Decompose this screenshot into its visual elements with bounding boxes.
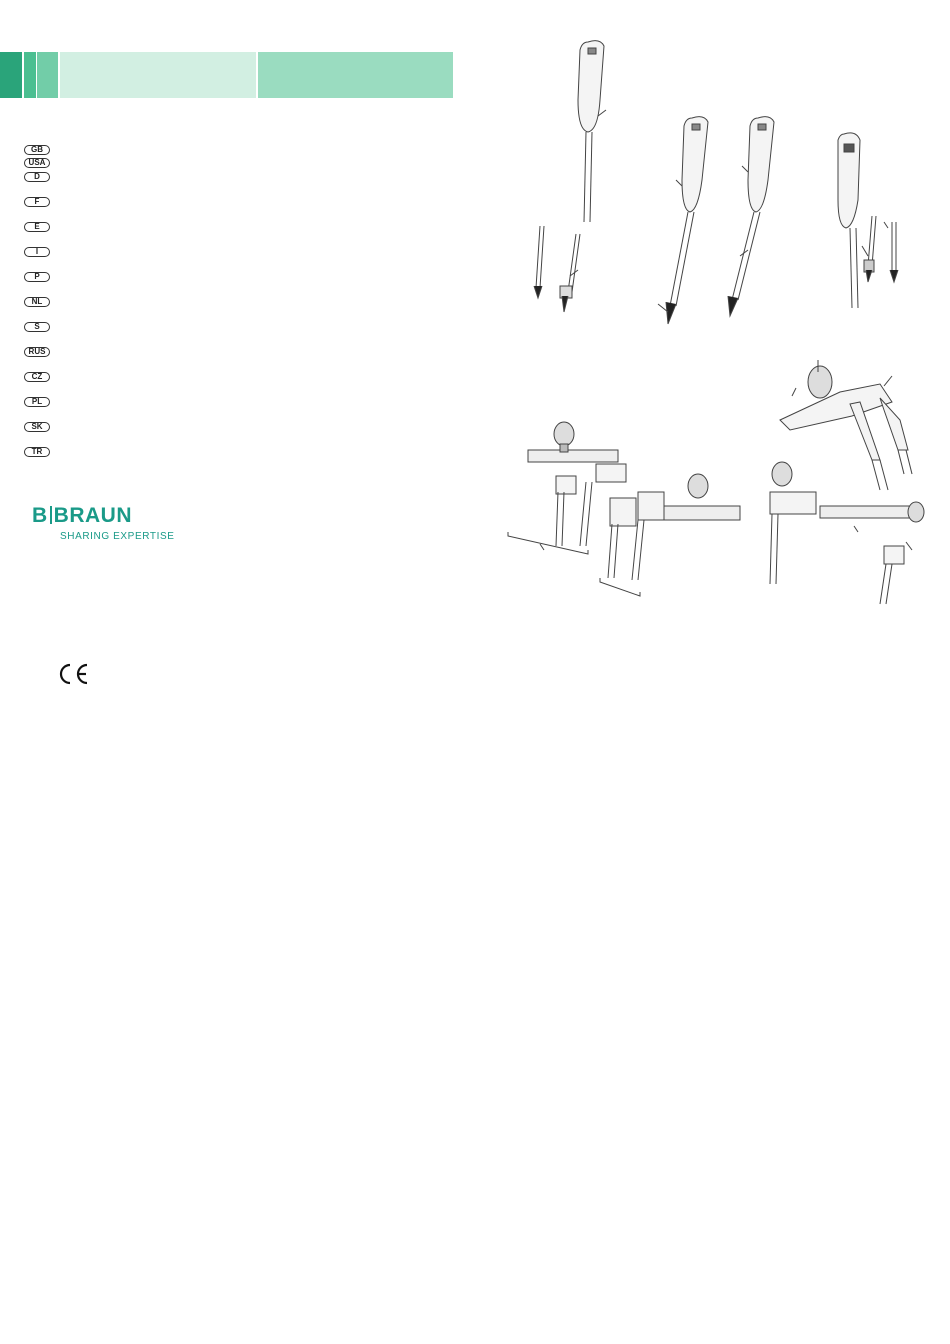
language-badge-p: P bbox=[24, 272, 50, 282]
spreader-assembly-3-drawing bbox=[780, 360, 912, 490]
header-block-pale-green bbox=[60, 52, 256, 98]
screwdriver-4-drawing bbox=[838, 133, 898, 308]
header-block-mid-green bbox=[37, 52, 58, 98]
language-badge-nl: NL bbox=[24, 297, 50, 307]
header-block-light-green bbox=[258, 52, 453, 98]
language-badge-i: I bbox=[24, 247, 50, 257]
language-badge-sk: SK bbox=[24, 422, 50, 432]
language-badge-e: E bbox=[24, 222, 50, 232]
logo-tagline: SHARING EXPERTISE bbox=[60, 531, 175, 542]
spreader-assembly-1-drawing bbox=[508, 422, 626, 554]
language-badge-pl: PL bbox=[24, 397, 50, 407]
language-badge-tr: TR bbox=[24, 447, 50, 457]
instrument-illustration bbox=[500, 30, 930, 620]
logo-b: B bbox=[32, 504, 48, 527]
language-badge-gb: GB bbox=[24, 145, 50, 155]
language-badge-s: S bbox=[24, 322, 50, 332]
ce-mark-icon bbox=[56, 662, 90, 686]
language-badge-rus: RUS bbox=[24, 347, 50, 357]
header-color-bar bbox=[0, 52, 453, 98]
language-badge-f: F bbox=[24, 197, 50, 207]
language-badge-cz: CZ bbox=[24, 372, 50, 382]
logo-wordmark bbox=[32, 505, 132, 527]
screwdriver-2-drawing bbox=[658, 117, 708, 324]
screwdriver-1-drawing bbox=[534, 41, 606, 312]
bbraun-logo bbox=[32, 504, 175, 545]
screwdriver-3-drawing bbox=[728, 117, 774, 316]
logo-name: BRAUN bbox=[53, 504, 132, 527]
header-block-dark-green bbox=[0, 52, 22, 98]
spreader-assembly-4-drawing bbox=[770, 462, 924, 604]
header-block-green bbox=[24, 52, 36, 98]
logo-separator bbox=[50, 506, 52, 524]
language-badge-d: D bbox=[24, 172, 50, 182]
language-badge-usa: USA bbox=[24, 158, 50, 168]
spreader-assembly-2-drawing bbox=[600, 474, 740, 596]
